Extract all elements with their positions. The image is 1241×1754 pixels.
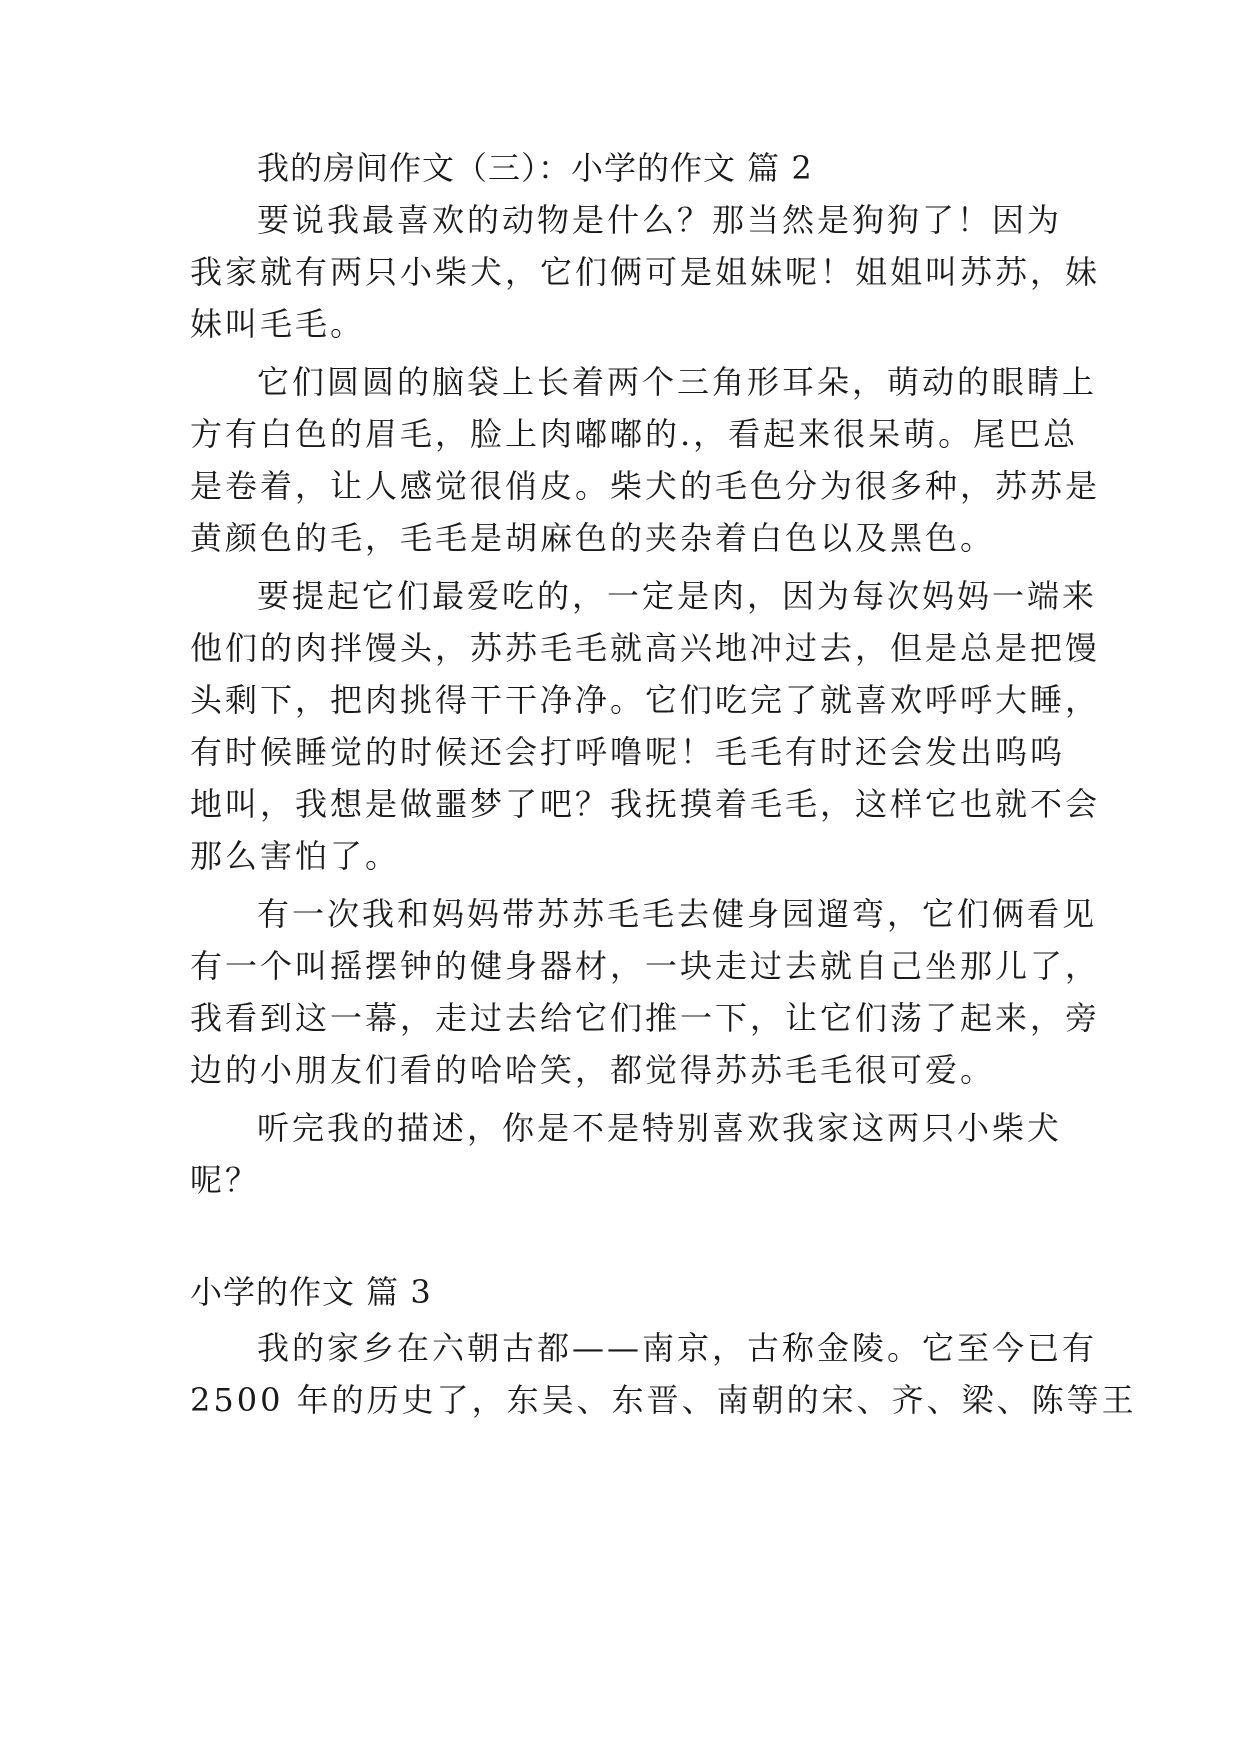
section-heading: 小学的作文 篇 3 xyxy=(190,1273,432,1311)
paragraph-line: 我的家乡在六朝古都——南京，古称金陵。它至今已有 xyxy=(257,1329,1098,1367)
paragraph-line: 我家就有两只小柴犬，它们俩可是姐妹呢！姐姐叫苏苏，妹 xyxy=(190,253,1101,291)
paragraph-line: 有一个叫摇摆钟的健身器材，一块走过去就自己坐那儿了， xyxy=(190,947,1101,985)
paragraph-line: 是卷着，让人感觉很俏皮。柴犬的毛色分为很多种，苏苏是 xyxy=(190,467,1101,505)
paragraph-line: 要说我最喜欢的动物是什么？那当然是狗狗了！因为 xyxy=(257,201,1063,239)
paragraph-line: 听完我的描述，你是不是特别喜欢我家这两只小柴犬 xyxy=(257,1109,1063,1147)
section-heading: 我的房间作文（三）：小学的作文 篇 2 xyxy=(257,149,813,187)
paragraph-line: 有时候睡觉的时候还会打呼噜呢！毛毛有时还会发出呜呜 xyxy=(190,733,1066,771)
paragraph-line: 2500 年的历史了，东吴、东晋、南朝的宋、齐、梁、陈等王 xyxy=(190,1381,1137,1419)
paragraph-line: 它们圆圆的脑袋上长着两个三角形耳朵，萌动的眼睛上 xyxy=(257,363,1098,401)
paragraph-line: 地叫，我想是做噩梦了吧？我抚摸着毛毛，这样它也就不会 xyxy=(190,785,1101,823)
paragraph-line: 我看到这一幕，走过去给它们推一下，让它们荡了起来，旁 xyxy=(190,999,1101,1037)
paragraph-line: 头剩下，把肉挑得干干净净。它们吃完了就喜欢呼呼大睡， xyxy=(190,681,1101,719)
paragraph-line: 有一次我和妈妈带苏苏毛毛去健身园遛弯，它们俩看见 xyxy=(257,895,1098,933)
paragraph-line: 要提起它们最爱吃的，一定是肉，因为每次妈妈一端来 xyxy=(257,577,1098,615)
paragraph-line: 妹叫毛毛。 xyxy=(190,305,366,343)
paragraph-line: 方有白色的眉毛，脸上肉嘟嘟的.，看起来很呆萌。尾巴总 xyxy=(190,415,1079,453)
paragraph-line: 黄颜色的毛，毛毛是胡麻色的夹杂着白色以及黑色。 xyxy=(190,519,996,557)
paragraph-line: 呢？ xyxy=(190,1161,261,1199)
paragraph-line: 他们的肉拌馒头，苏苏毛毛就高兴地冲过去，但是总是把馒 xyxy=(190,629,1101,667)
paragraph-line: 边的小朋友们看的哈哈笑，都觉得苏苏毛毛很可爱。 xyxy=(190,1051,996,1089)
paragraph-line: 那么害怕了。 xyxy=(190,837,401,875)
